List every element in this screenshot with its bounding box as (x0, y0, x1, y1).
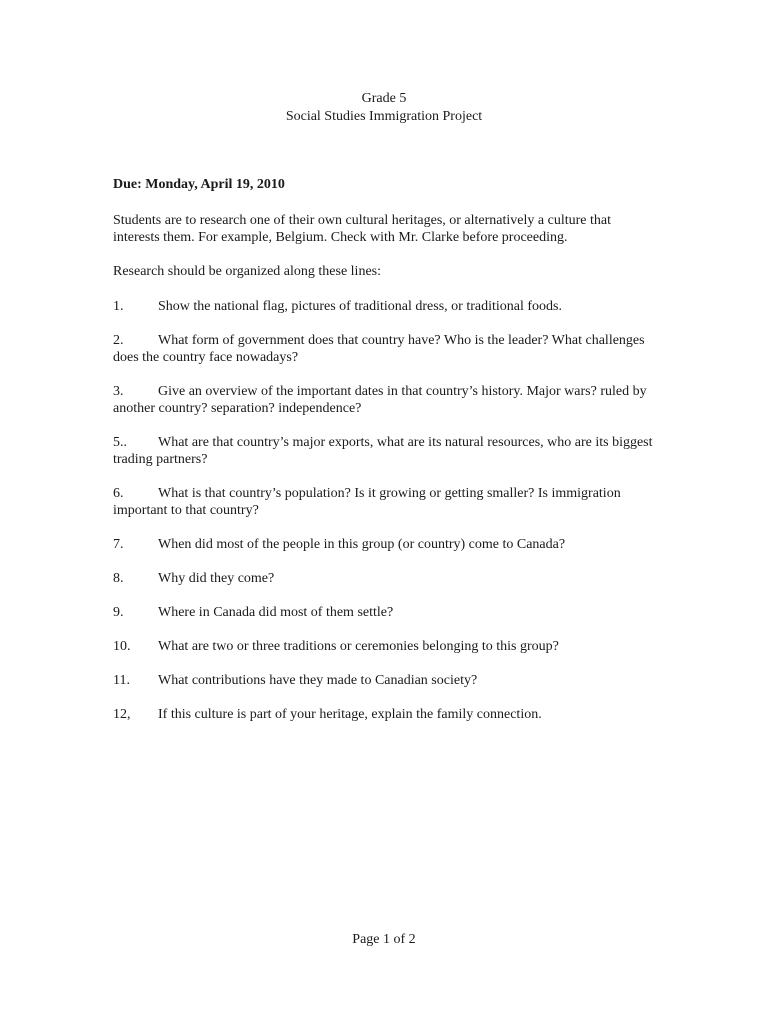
item-number: 12, (113, 707, 131, 722)
item-number: 8. (113, 571, 124, 586)
grade-label: Grade 5 (361, 91, 407, 106)
list-item (113, 638, 658, 655)
item-number: 10. (113, 639, 131, 654)
item-number: 11. (113, 673, 130, 688)
due-date: Due: Monday, April 19, 2010 (113, 177, 285, 192)
organized-line: Research should be organized along these lines: (113, 264, 381, 279)
item-number: 7. (113, 537, 124, 552)
list-item (113, 536, 658, 553)
item-number: 6. (113, 486, 124, 501)
item-number: 1. (113, 299, 124, 314)
item-number: 2. (113, 333, 124, 348)
list-item (113, 570, 658, 587)
page-footer: Page 1 of 2 (352, 932, 416, 947)
item-text: What are that country’s major exports, what are its natural resources, who are its biggest trading partners? (113, 435, 653, 467)
list-item (113, 298, 658, 315)
item-text: Show the national flag, pictures of traditional dress, or traditional foods. (158, 299, 562, 314)
item-text: What is that country’s population? Is it growing or getting smaller? Is immigration important to that country? (113, 486, 621, 518)
list-item (113, 332, 658, 366)
item-text: What are two or three traditions or ceremonies belonging to this group? (158, 639, 559, 654)
item-text: What contributions have they made to Canadian society? (158, 673, 478, 688)
item-text: Why did they come? (158, 571, 275, 586)
item-text: Give an overview of the important dates in that country’s history. Major wars? ruled by another country? separation? independence? (113, 384, 647, 416)
item-text: What form of government does that country have? Who is the leader? What challenges does the country face nowadays? (113, 333, 645, 365)
item-number: 5.. (113, 435, 127, 450)
list-item (113, 383, 658, 417)
intro-paragraph: Students are to research one of their own cultural heritages, or alternatively a culture that interests them. For example, Belgium. Check with Mr. Clarke before proceeding. (113, 213, 611, 245)
list-item (113, 672, 658, 689)
list-item (113, 434, 658, 468)
project-title: Social Studies Immigration Project (285, 109, 483, 124)
list-item (113, 604, 658, 621)
list-item (113, 706, 658, 723)
document-header (0, 90, 768, 126)
item-text: If this culture is part of your heritage, explain the family connection. (158, 707, 542, 722)
list-item (113, 485, 658, 519)
item-number: 9. (113, 605, 124, 620)
item-text: When did most of the people in this group (or country) come to Canada? (158, 537, 566, 552)
item-text: Where in Canada did most of them settle? (158, 605, 394, 620)
research-list (113, 298, 658, 740)
item-number: 3. (113, 384, 124, 399)
